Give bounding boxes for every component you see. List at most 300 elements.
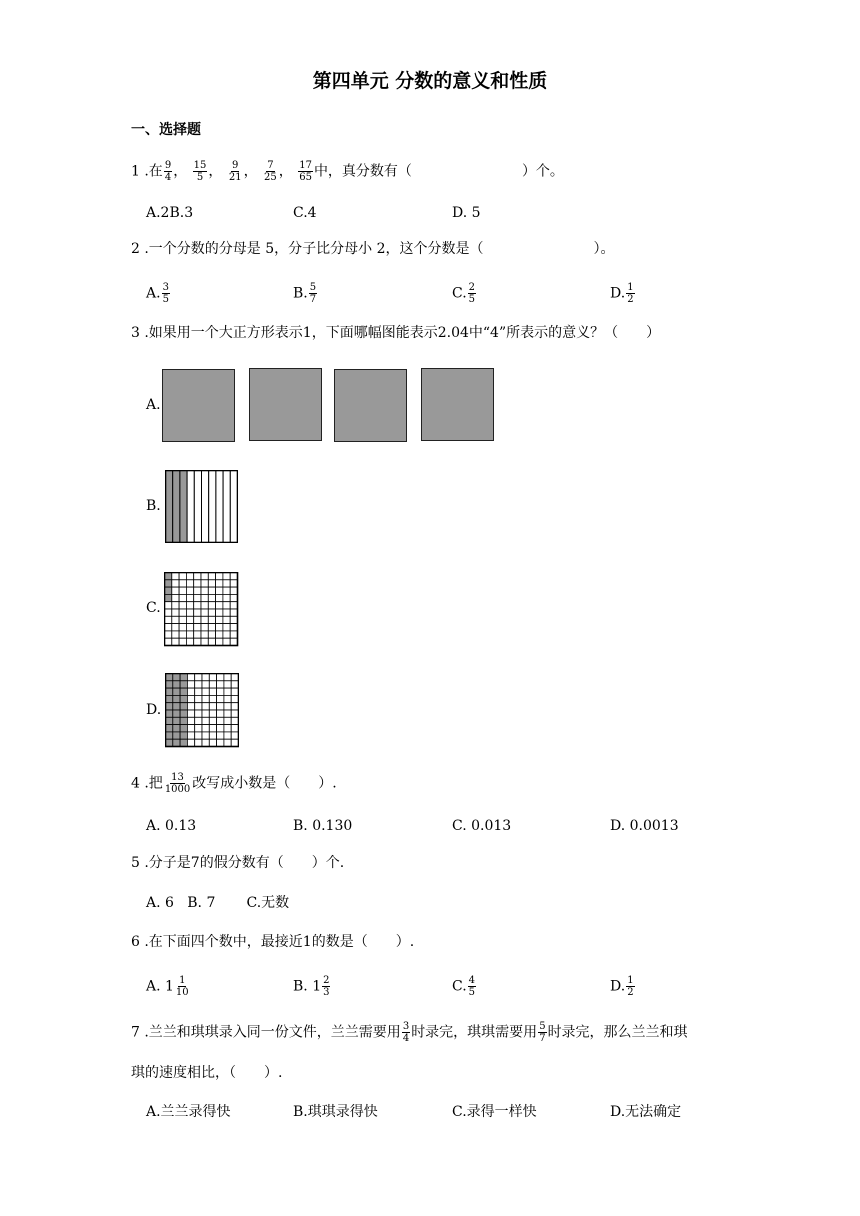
grid-c-cell	[216, 602, 223, 609]
q1-suffix: ）个。	[521, 163, 564, 180]
grid-d-cell	[231, 710, 238, 717]
q7-fraction-1	[402, 1021, 410, 1044]
grid-d-cell	[180, 725, 187, 732]
grid-d-cell	[209, 703, 216, 710]
grid-d-cell	[224, 739, 231, 746]
grid-d-cell	[180, 717, 187, 724]
grid-c-cell	[216, 616, 223, 623]
grid-d-cell	[209, 681, 216, 688]
frac-den: 7	[539, 1033, 546, 1044]
frac-num: 1	[627, 282, 634, 293]
grid-d-cell	[202, 717, 209, 724]
q5-options: A. 6 B. 7 C.无数	[146, 895, 290, 911]
grid-c-cell	[165, 602, 172, 609]
grid-c-cell	[216, 631, 223, 638]
q7-option-c: C.录得一样快	[452, 1104, 537, 1120]
q7-fraction-2	[538, 1021, 546, 1044]
q6-option-c-fraction	[468, 975, 476, 998]
grid-d-cell	[231, 681, 238, 688]
grid-c-cell	[194, 609, 201, 616]
q4-prefix: 4 .把	[131, 775, 163, 792]
question-2	[131, 239, 615, 259]
q1-frac3-num: 9	[232, 160, 239, 171]
grid-d-cell	[173, 674, 180, 681]
grid-c-cell	[179, 594, 186, 601]
q3-option-a-label: A.	[146, 397, 161, 413]
grid-d-cell	[209, 732, 216, 739]
grid-c-cell	[186, 609, 193, 616]
grid-c-cell	[230, 616, 237, 623]
grid-d-cell	[187, 725, 194, 732]
q6-option-d	[610, 975, 636, 998]
grid-c-cell	[216, 594, 223, 601]
q7-option-a: A.兰兰录得快	[146, 1104, 231, 1120]
grid-d-cell	[209, 739, 216, 746]
grid-c-cell	[194, 573, 201, 580]
grid-d-cell	[195, 688, 202, 695]
q1-frac4-den: 25	[264, 172, 277, 183]
q1-frac5-den: 65	[299, 172, 312, 183]
grid-c-cell	[230, 609, 237, 616]
grid-c-cell	[186, 580, 193, 587]
grid-c-cell	[208, 573, 215, 580]
grid-c-cell	[208, 580, 215, 587]
q6-option-b-fraction	[322, 975, 330, 998]
grid-c-cell	[201, 609, 208, 616]
grid-d-cell	[173, 717, 180, 724]
strip-1	[166, 471, 173, 543]
grid-c-cell	[165, 624, 172, 631]
grid-c-cell	[165, 638, 172, 645]
q1-frac3-den: 21	[228, 172, 242, 183]
q2-option-b-fraction	[309, 282, 317, 305]
q6-option-a	[146, 975, 191, 998]
frac-num: 4	[468, 975, 476, 986]
grid-c-cell	[165, 587, 172, 594]
grid-d-cell	[202, 725, 209, 732]
grid-d-cell	[187, 681, 194, 688]
grid-c-cell	[208, 624, 215, 631]
grid-d-cell	[231, 717, 238, 724]
q6-option-d-label: D.	[610, 978, 626, 995]
big-square-2	[249, 368, 322, 441]
grid-c-cell	[223, 609, 230, 616]
q2-option-a-label: A.	[146, 285, 161, 302]
grid-c-cell	[208, 616, 215, 623]
grid-d-cell	[217, 739, 224, 746]
grid-c-cell	[208, 594, 215, 601]
grid-d-cell	[224, 681, 231, 688]
grid-c-cell	[186, 631, 193, 638]
hundred-grid-figure-d	[165, 673, 239, 748]
grid-c-cell	[172, 594, 179, 601]
question-6: 6 .在下面四个数中，最接近1的数是（ ）.	[131, 934, 415, 950]
question-7-line-1	[131, 1021, 688, 1044]
grid-d-cell	[166, 695, 173, 702]
grid-d-cell	[202, 710, 209, 717]
frac-num: 1	[179, 975, 186, 986]
q1-fraction-4	[263, 160, 278, 183]
grid-c-cell	[230, 638, 237, 645]
grid-c-cell	[223, 587, 230, 594]
grid-d-cell	[180, 695, 187, 702]
grid-d-cell	[173, 681, 180, 688]
section-heading: 一、选择题	[131, 122, 201, 138]
grid-d-cell	[173, 703, 180, 710]
grid-d-cell	[173, 710, 180, 717]
grid-c-cell	[172, 631, 179, 638]
frac-num: 5	[539, 1021, 546, 1032]
grid-c-cell	[186, 594, 193, 601]
grid-d-cell	[202, 681, 209, 688]
q2-option-d-fraction	[626, 282, 634, 305]
grid-c-cell	[172, 609, 179, 616]
grid-c-cell	[223, 616, 230, 623]
q1-sep: ，	[208, 163, 223, 180]
grid-d-cell	[209, 725, 216, 732]
frac-num: 13	[171, 772, 184, 783]
grid-d-cell	[217, 674, 224, 681]
grid-c-cell	[230, 631, 237, 638]
grid-d-cell	[173, 695, 180, 702]
grid-c-cell	[165, 573, 172, 580]
q2-option-d	[610, 282, 636, 305]
grid-c-cell	[201, 594, 208, 601]
q1-mid: 中，真分数有（	[313, 163, 412, 180]
grid-c-cell	[179, 631, 186, 638]
grid-d-cell	[202, 732, 209, 739]
grid-d-cell	[202, 703, 209, 710]
q7-option-d: D.无法确定	[610, 1104, 682, 1120]
grid-c-cell	[201, 580, 208, 587]
grid-d-cell	[187, 688, 194, 695]
grid-c-cell	[223, 631, 230, 638]
grid-c-cell	[223, 573, 230, 580]
grid-d-cell	[224, 710, 231, 717]
grid-c-cell	[194, 602, 201, 609]
q2-suffix: ）。	[593, 241, 615, 257]
grid-c-cell	[223, 602, 230, 609]
grid-c-cell	[172, 638, 179, 645]
q6-option-d-fraction	[626, 975, 634, 998]
grid-d-cell	[209, 695, 216, 702]
q3-option-d-label: D.	[146, 702, 162, 718]
q1-sep: ，	[243, 163, 258, 180]
grid-d-cell	[180, 732, 187, 739]
grid-c-cell	[194, 631, 201, 638]
frac-den: 5	[162, 294, 169, 305]
grid-c-cell	[201, 631, 208, 638]
grid-c-cell	[223, 594, 230, 601]
frac-den: 2	[627, 987, 634, 998]
big-square-4	[421, 368, 494, 441]
q3-option-b-label: B.	[146, 498, 161, 514]
grid-c-cell	[223, 580, 230, 587]
q4-option-b: B. 0.130	[293, 818, 353, 834]
grid-d-cell	[209, 674, 216, 681]
grid-d-cell	[231, 703, 238, 710]
grid-d-cell	[224, 732, 231, 739]
grid-d-cell	[180, 674, 187, 681]
grid-d-cell	[231, 688, 238, 695]
grid-c-cell	[179, 624, 186, 631]
q7-part1: 7 .兰兰和琪琪录入同一份文件，兰兰需要用	[131, 1024, 401, 1041]
grid-c-cell	[186, 602, 193, 609]
grid-d-cell	[166, 732, 173, 739]
q1-fraction-3	[228, 160, 243, 183]
grid-d-cell	[187, 739, 194, 746]
q3-option-c-label: C.	[146, 600, 161, 616]
grid-c-cell	[179, 580, 186, 587]
grid-c-cell	[179, 573, 186, 580]
q1-frac1-den: 4	[164, 172, 172, 183]
grid-d-cell	[195, 710, 202, 717]
q7-part3: 时录完，那么兰兰和琪	[547, 1024, 688, 1041]
grid-d-cell	[187, 703, 194, 710]
grid-d-cell	[224, 703, 231, 710]
page-title: 第四单元 分数的意义和性质	[312, 70, 548, 92]
q4-option-c: C. 0.013	[452, 818, 512, 834]
grid-c-cell	[165, 580, 172, 587]
big-square-1	[162, 369, 235, 442]
frac-den: 4	[402, 1033, 410, 1044]
grid-d-cell	[180, 681, 187, 688]
q1-frac2-den: 5	[196, 172, 204, 183]
grid-d-cell	[180, 739, 187, 746]
strip-8	[216, 471, 223, 543]
q2-option-b	[293, 282, 318, 305]
grid-d-cell	[195, 674, 202, 681]
frac-num: 3	[162, 282, 169, 293]
grid-d-cell	[166, 710, 173, 717]
strip-3	[180, 471, 187, 543]
strip-4	[187, 471, 194, 543]
grid-d-cell	[166, 688, 173, 695]
frac-num: 1	[627, 975, 634, 986]
frac-den: 5	[468, 987, 476, 998]
grid-d-cell	[209, 717, 216, 724]
grid-c-cell	[223, 638, 230, 645]
q1-sep: ，	[278, 163, 293, 180]
grid-d-cell	[209, 710, 216, 717]
grid-d-cell	[224, 717, 231, 724]
grid-d-cell	[202, 674, 209, 681]
grid-d-cell	[173, 739, 180, 746]
grid-c-cell	[186, 638, 193, 645]
grid-c-cell	[165, 616, 172, 623]
grid-d-cell	[231, 695, 238, 702]
grid-d-cell	[195, 739, 202, 746]
q4-suffix: 改写成小数是（ ）.	[192, 775, 337, 792]
grid-d-cell	[166, 703, 173, 710]
grid-c-cell	[201, 573, 208, 580]
frac-den: 3	[323, 987, 330, 998]
frac-den: 7	[309, 294, 317, 305]
grid-d-cell	[202, 739, 209, 746]
q1-fraction-1	[164, 160, 172, 183]
grid-d-cell	[224, 695, 231, 702]
grid-d-cell	[187, 732, 194, 739]
grid-d-cell	[202, 688, 209, 695]
q1-fraction-5	[298, 160, 313, 183]
grid-c-cell	[230, 602, 237, 609]
q2-option-a-fraction	[162, 282, 170, 305]
grid-c-cell	[186, 624, 193, 631]
frac-num: 2	[468, 282, 476, 293]
question-3: 3 .如果用一个大正方形表示1，下面哪幅图能表示2.04中“4”所表示的意义？（ ）	[131, 325, 661, 341]
q7-part2: 时录完，琪琪需要用	[411, 1024, 538, 1041]
grid-d-cell	[217, 732, 224, 739]
grid-c-cell	[179, 616, 186, 623]
grid-d-cell	[217, 695, 224, 702]
grid-c-cell	[216, 580, 223, 587]
q1-frac4-num: 7	[267, 160, 274, 171]
grid-c-cell	[223, 624, 230, 631]
grid-d-cell	[231, 732, 238, 739]
q1-option-a: A.2B.3	[146, 205, 194, 221]
frac-den: 10	[175, 987, 189, 998]
grid-c-cell	[230, 573, 237, 580]
grid-d-cell	[217, 681, 224, 688]
grid-d-cell	[224, 688, 231, 695]
grid-d-cell	[231, 739, 238, 746]
frac-num: 2	[323, 975, 330, 986]
grid-d-cell	[231, 725, 238, 732]
q6-option-b-label: B. 1	[293, 978, 322, 995]
question-7-line-2: 琪的速度相比，（ ）.	[131, 1065, 283, 1081]
grid-d-cell	[166, 725, 173, 732]
q2-option-c-label: C.	[452, 285, 467, 302]
grid-d-cell	[187, 674, 194, 681]
q2-option-d-label: D.	[610, 285, 626, 302]
q1-frac2-num: 15	[193, 160, 207, 171]
grid-d-cell	[173, 725, 180, 732]
q4-fraction	[164, 772, 191, 795]
q2-option-b-label: B.	[293, 285, 308, 302]
grid-d-cell	[195, 703, 202, 710]
q1-frac5-num: 17	[299, 160, 312, 171]
grid-c-cell	[216, 638, 223, 645]
q4-option-d: D. 0.0013	[610, 818, 679, 834]
frac-num: 3	[402, 1021, 410, 1032]
frac-den: 5	[468, 294, 476, 305]
strip-5	[194, 471, 201, 543]
grid-c-cell	[172, 624, 179, 631]
big-square-3	[334, 369, 407, 442]
question-1	[131, 160, 564, 183]
q6-option-b	[293, 975, 331, 998]
grid-c-cell	[201, 638, 208, 645]
grid-d-cell	[195, 695, 202, 702]
grid-d-cell	[202, 695, 209, 702]
frac-num: 5	[309, 282, 317, 293]
q6-option-a-fraction	[175, 975, 190, 998]
q2-option-c-fraction	[468, 282, 476, 305]
q1-fraction-2	[193, 160, 208, 183]
frac-den: 2	[627, 294, 634, 305]
grid-c-cell	[194, 580, 201, 587]
grid-d-cell	[224, 674, 231, 681]
strip-9	[223, 471, 230, 543]
frac-den: 1000	[164, 784, 191, 795]
grid-d-cell	[217, 710, 224, 717]
grid-d-cell	[217, 725, 224, 732]
grid-c-cell	[208, 638, 215, 645]
grid-d-cell	[166, 739, 173, 746]
grid-d-cell	[217, 688, 224, 695]
grid-d-cell	[166, 674, 173, 681]
grid-c-cell	[186, 616, 193, 623]
grid-c-cell	[230, 594, 237, 601]
grid-d-cell	[166, 717, 173, 724]
grid-c-cell	[230, 587, 237, 594]
strip-grid-figure	[165, 470, 238, 543]
grid-d-cell	[217, 717, 224, 724]
q1-option-c: C.4	[293, 205, 317, 221]
hundred-grid-figure-c	[164, 572, 239, 647]
grid-c-cell	[165, 609, 172, 616]
grid-d-cell	[195, 725, 202, 732]
q1-sep: ，	[173, 163, 188, 180]
grid-c-cell	[172, 587, 179, 594]
grid-d-cell	[195, 732, 202, 739]
question-4	[131, 772, 337, 795]
grid-d-cell	[187, 710, 194, 717]
grid-c-cell	[186, 587, 193, 594]
strip-10	[230, 471, 237, 543]
grid-d-cell	[173, 688, 180, 695]
grid-d-cell	[195, 681, 202, 688]
q1-frac1-num: 9	[164, 160, 172, 171]
q7-option-b: B.琪琪录得快	[293, 1104, 378, 1120]
grid-c-cell	[201, 624, 208, 631]
grid-d-cell	[180, 703, 187, 710]
strip-2	[173, 471, 180, 543]
grid-c-cell	[172, 616, 179, 623]
grid-c-cell	[194, 638, 201, 645]
grid-c-cell	[230, 624, 237, 631]
grid-c-cell	[194, 594, 201, 601]
grid-c-cell	[165, 631, 172, 638]
grid-c-cell	[194, 587, 201, 594]
grid-c-cell	[208, 602, 215, 609]
q1-prefix: 1 .在	[131, 163, 163, 180]
grid-d-cell	[224, 725, 231, 732]
grid-d-cell	[195, 717, 202, 724]
grid-c-cell	[216, 609, 223, 616]
grid-d-cell	[231, 674, 238, 681]
grid-c-cell	[179, 587, 186, 594]
grid-c-cell	[179, 602, 186, 609]
strip-6	[202, 471, 209, 543]
grid-d-cell	[217, 703, 224, 710]
q2-option-a	[146, 282, 171, 305]
grid-d-cell	[166, 681, 173, 688]
grid-d-cell	[180, 710, 187, 717]
grid-c-cell	[194, 616, 201, 623]
q2-option-c	[452, 282, 477, 305]
grid-c-cell	[201, 587, 208, 594]
grid-c-cell	[208, 631, 215, 638]
q2-text: 2 .一个分数的分母是 5，分子比分母小 2，这个分数是（	[131, 241, 484, 257]
grid-c-cell	[172, 602, 179, 609]
grid-c-cell	[201, 602, 208, 609]
grid-c-cell	[216, 624, 223, 631]
q6-option-c-label: C.	[452, 978, 467, 995]
grid-d-cell	[187, 695, 194, 702]
grid-d-cell	[209, 688, 216, 695]
grid-c-cell	[172, 573, 179, 580]
